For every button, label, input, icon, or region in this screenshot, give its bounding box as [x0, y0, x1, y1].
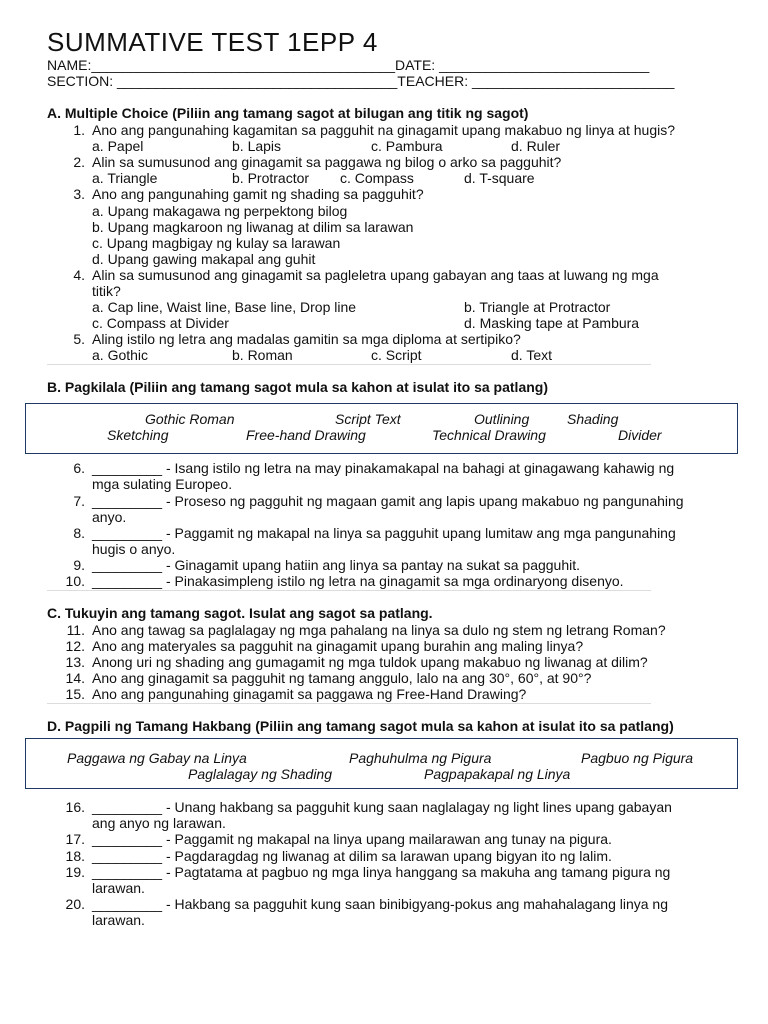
item-text: _________ - Pagdaragdag ng liwanag at dilim sa larawan upang bigyan ito ng lalim. [92, 848, 612, 864]
word-bank-item: Outlining [474, 411, 530, 427]
item-number: 20. [65, 896, 85, 912]
item-text: _________ - Isang istilo ng letra na may pinakamakapal na bahagi at ginagawang kahawig ng [92, 460, 675, 476]
item-number: 12. [65, 638, 85, 654]
question-text: Ano ang pangunahing kagamitan sa pagguhit na ginagamit upang makabuo ng linya at hugis? [92, 122, 675, 138]
item-number: 19. [65, 864, 85, 880]
item-text: Ano ang tawag sa paglalagay ng mga pahalang na linya sa dulo ng stem ng letrang Roman? [92, 622, 666, 638]
word-bank-item: Paggawa ng Gabay na Linya [67, 750, 247, 766]
question-number: 2. [73, 154, 85, 170]
item-number: 14. [65, 670, 85, 686]
option: a. Gothic [92, 347, 149, 363]
option: d. Masking tape at Pambura [464, 315, 640, 331]
option: c. Pambura [371, 138, 443, 154]
option: c. Compass [340, 170, 414, 186]
item-text: _________ - Paggamit ng makapal na linya upang mailarawan ang tunay na pigura. [92, 831, 612, 847]
question-number: 1. [73, 122, 85, 138]
question-number: 5. [73, 331, 85, 347]
name-date-line: NAME:_______________________________________DATE: ___________________________ [47, 57, 650, 73]
item-text-cont: hugis o anyo. [92, 541, 176, 557]
question-text: Alin sa sumusunod ang ginagamit sa pagleletra upang gabayan ang taas at luwang ng mga [92, 267, 659, 283]
option: c. Compass at Divider [92, 315, 229, 331]
item-text: _________ - Ginagamit upang hatiin ang linya sa pantay na sukat sa pagguhit. [92, 557, 581, 573]
item-text: _________ - Pagtatama at pagbuo ng mga linya hanggang sa makuha ang tamang pigura ng [92, 864, 671, 880]
section-teacher-line: SECTION: ____________________________________TEACHER: __________________________ [47, 73, 675, 89]
word-bank-item: Sketching [107, 427, 169, 443]
word-bank-item: Paghuhulma ng Pigura [349, 750, 492, 766]
section-d-heading: D. Pagpili ng Tamang Hakbang (Piliin ang tamang sagot mula sa kahon at isulat ito sa patlang) [47, 718, 674, 734]
item-number: 17. [65, 831, 85, 847]
item-number: 9. [73, 557, 85, 573]
question-number: 4. [73, 267, 85, 283]
section-c-heading: C. Tukuyin ang tamang sagot. Isulat ang sagot sa patlang. [47, 605, 433, 621]
word-bank-item: Gothic Roman [145, 411, 235, 427]
option: d. T-square [464, 170, 535, 186]
option: b. Upang magkaroon ng liwanag at dilim sa larawan [92, 219, 414, 235]
question-text-cont: titik? [92, 283, 121, 299]
option: a. Cap line, Waist line, Base line, Drop line [92, 299, 357, 315]
item-number: 10. [65, 573, 85, 589]
item-text-cont: larawan. [92, 912, 145, 928]
item-text: Ano ang pangunahing ginagamit sa paggawa ng Free-Hand Drawing? [92, 686, 527, 702]
divider [47, 364, 651, 365]
item-text-cont: larawan. [92, 880, 145, 896]
item-number: 7. [73, 493, 85, 509]
item-number: 15. [65, 686, 85, 702]
item-text: _________ - Paggamit ng makapal na linya sa pagguhit upang lumitaw ang mga pangunahing [92, 525, 676, 541]
item-text-cont: ang anyo ng larawan. [92, 815, 226, 831]
item-text: Anong uri ng shading ang gumagamit ng mga tuldok upang makabuo ng liwanag at dilim? [92, 654, 648, 670]
item-number: 8. [73, 525, 85, 541]
item-text: _________ - Proseso ng pagguhit ng magaan gamit ang lapis upang makabuo ng pangunahing [92, 493, 684, 509]
question-text: Alin sa sumusunod ang ginagamit sa paggawa ng bilog o arko sa pagguhit? [92, 154, 562, 170]
option: d. Upang gawing makapal ang guhit [92, 251, 316, 267]
question-number: 3. [73, 186, 85, 202]
item-number: 6. [73, 460, 85, 476]
page-title: SUMMATIVE TEST 1EPP 4 [47, 27, 378, 57]
item-number: 16. [65, 799, 85, 815]
question-text: Aling istilo ng letra ang madalas gamitin sa mga diploma at sertipiko? [92, 331, 521, 347]
option: b. Protractor [232, 170, 310, 186]
item-number: 18. [65, 848, 85, 864]
word-bank-item: Paglalagay ng Shading [188, 766, 333, 782]
word-bank-item: Pagbuo ng Pigura [581, 750, 694, 766]
divider [47, 703, 651, 704]
word-bank-item: Script Text [335, 411, 401, 427]
word-bank-item: Pagpapakapal ng Linya [424, 766, 571, 782]
option: d. Ruler [511, 138, 561, 154]
item-number: 13. [65, 654, 85, 670]
option: d. Text [511, 347, 552, 363]
section-b-heading: B. Pagkilala (Piliin ang tamang sagot mula sa kahon at isulat ito sa patlang) [47, 379, 548, 395]
word-bank-item: Free-hand Drawing [246, 427, 366, 443]
word-bank-item: Shading [567, 411, 619, 427]
option: a. Upang makagawa ng perpektong bilog [92, 203, 348, 219]
item-text-cont: mga sulating Europeo. [92, 476, 233, 492]
option: b. Lapis [232, 138, 282, 154]
section-a-heading: A. Multiple Choice (Piliin ang tamang sagot at bilugan ang titik ng sagot) [47, 105, 529, 121]
option: c. Script [371, 347, 422, 363]
divider [47, 590, 651, 591]
option: b. Roman [232, 347, 293, 363]
option: c. Upang magbigay ng kulay sa larawan [92, 235, 341, 251]
item-text: _________ - Unang hakbang sa pagguhit kung saan naglalagay ng light lines upang gabayan [92, 799, 672, 815]
option: a. Papel [92, 138, 144, 154]
option: b. Triangle at Protractor [464, 299, 611, 315]
word-bank-item: Divider [618, 427, 662, 443]
item-text-cont: anyo. [92, 509, 127, 525]
item-text: Ano ang ginagamit sa pagguhit ng tamang anggulo, lalo na ang 30°, 60°, at 90°? [92, 670, 592, 686]
question-text: Ano ang pangunahing gamit ng shading sa pagguhit? [92, 186, 424, 202]
word-bank-item: Technical Drawing [432, 427, 546, 443]
item-text: _________ - Pinakasimpleng istilo ng letra na ginagamit sa mga ordinaryong disenyo. [92, 573, 624, 589]
option: a. Triangle [92, 170, 158, 186]
item-text: Ano ang materyales sa pagguhit na ginagamit upang burahin ang maling linya? [92, 638, 584, 654]
item-text: _________ - Hakbang sa pagguhit kung saan binibigyang-pokus ang mahahalagang linya ng [92, 896, 668, 912]
item-number: 11. [66, 622, 85, 638]
